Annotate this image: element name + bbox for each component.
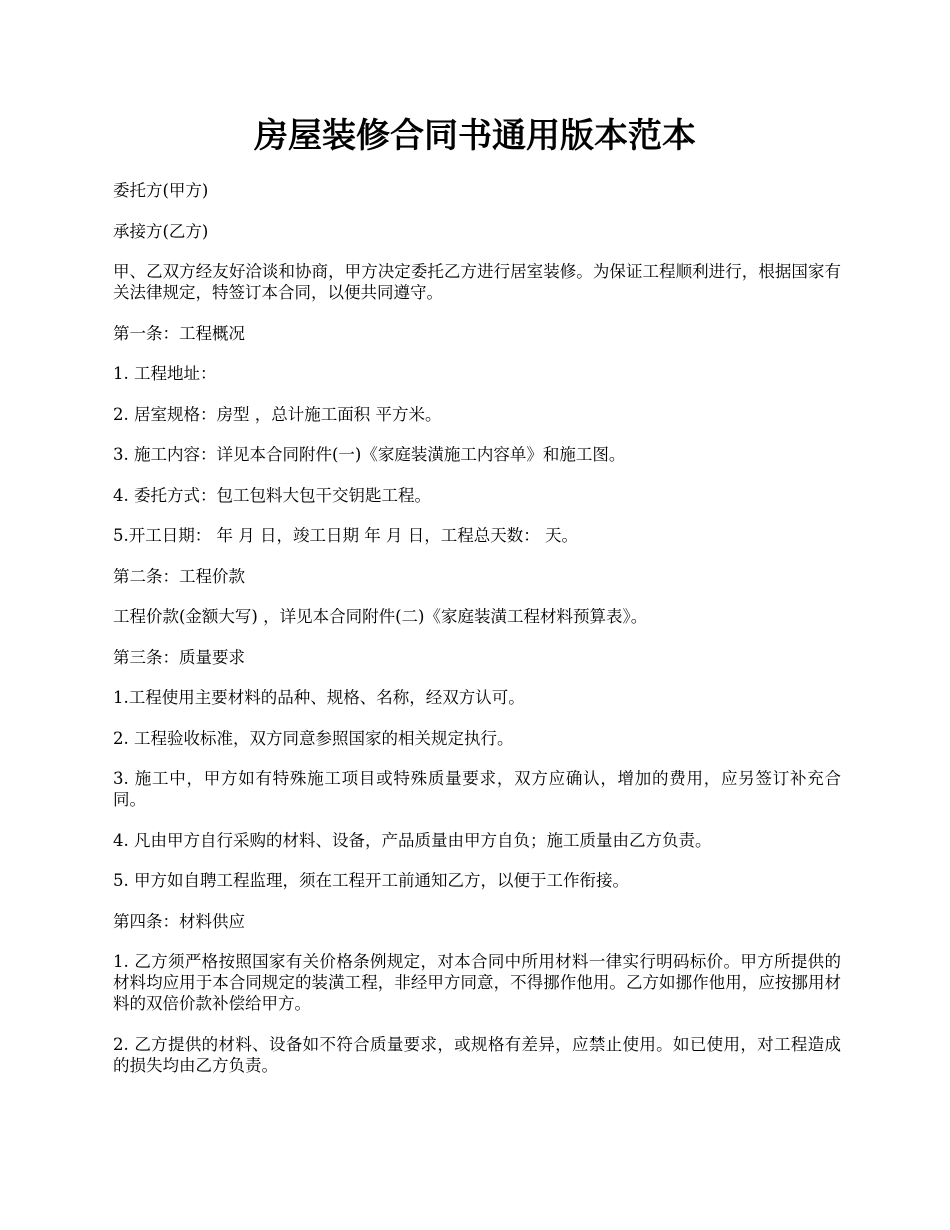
clause-1-1: 1. 工程地址：	[113, 364, 217, 383]
document-title: 房屋装修合同书通用版本范本	[254, 116, 696, 156]
clause-3-2: 2. 工程验收标准，双方同意参照国家的相关规定执行。	[113, 728, 514, 748]
section-heading-1: 第一条：工程概况	[113, 323, 245, 343]
paragraph-contractor: 承接方(乙方)	[113, 221, 209, 241]
clause-1-3: 3. 施工内容：详见本合同附件(一)《家庭装潢施工内容单》和施工图。	[113, 445, 626, 464]
clause-2-1: 工程价款(金额大写) ，详见本合同附件(二)《家庭装潢工程材料预算表》。	[113, 607, 648, 626]
clause-3-1: 1.工程使用主要材料的品种、规格、名称，经双方认可。	[113, 688, 525, 707]
clause-3-3: 3. 施工中，甲方如有特殊施工项目或特殊质量要求，双方应确认，增加的费用，应另签订补充合同。	[113, 769, 841, 809]
clause-3-5: 5. 甲方如自聘工程监理，须在工程开工前通知乙方，以便于工作衔接。	[113, 871, 629, 890]
paragraph-preamble: 甲、乙双方经友好洽谈和协商，甲方决定委托乙方进行居室装修。为保证工程顺利进行，根据国家有关法律规定，特签订本合同，以便共同遵守。	[113, 262, 841, 302]
section-heading-3: 第三条：质量要求	[113, 647, 245, 667]
section-heading-4: 第四条：材料供应	[113, 911, 245, 931]
clause-1-5: 5.开工日期： 年 月 日，竣工日期 年 月 日，工程总天数： 天。	[113, 526, 578, 545]
section-heading-2: 第二条：工程价款	[113, 566, 245, 586]
paragraph-client: 委托方(甲方)	[113, 181, 209, 200]
clause-4-1: 1. 乙方须严格按照国家有关价格条例规定，对本合同中所用材料一律实行明码标价。甲方所提供的材料均应用于本合同规定的装潢工程，非经甲方同意，不得挪作他用。乙方如挪作他用，应按挪用材料的双倍价款补偿给甲方。	[113, 952, 841, 1013]
clause-1-4: 4. 委托方式：包工包料大包干交钥匙工程。	[113, 485, 431, 505]
document-body	[113, 180, 841, 1095]
clause-1-2: 2. 居室规格：房型 ，总计施工面积 平方米。	[113, 404, 442, 424]
clause-3-4: 4. 凡由甲方自行采购的材料、设备，产品质量由甲方自负；施工质量由乙方负责。	[113, 830, 712, 850]
clause-4-2: 2. 乙方提供的材料、设备如不符合质量要求，或规格有差异，应禁止使用。如已使用，对工程造成的损失均由乙方负责。	[113, 1034, 841, 1075]
